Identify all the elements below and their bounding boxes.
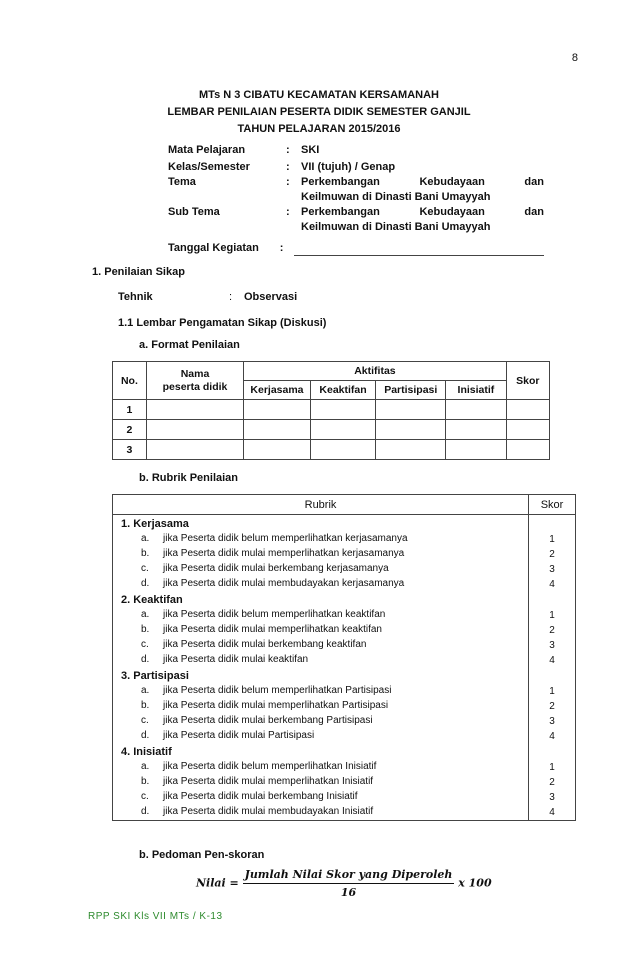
criterion-item: [113, 698, 528, 713]
table-row: [113, 400, 550, 420]
col-nama-line1: Nama: [180, 367, 210, 380]
item-text: jika Peserta didik mulai memperlihatkan Partisipasi: [163, 700, 389, 711]
subtema-word: Perkembangan: [301, 206, 380, 218]
item-text: jika Peserta didik mulai memperlihatkan keaktifan: [163, 624, 382, 635]
formula-rhs: x 100: [458, 876, 492, 890]
criterion-item: [113, 728, 528, 743]
item-letter: b.: [141, 624, 150, 635]
item-score: 3: [549, 715, 555, 727]
item-text: jika Peserta didik mulai berkembang Partisipasi: [163, 715, 373, 726]
item-letter: d.: [141, 806, 150, 817]
criterion-item: [113, 804, 528, 819]
info-colon: :: [286, 206, 290, 218]
item-score: 3: [549, 791, 555, 803]
subsection-title: 1.1 Lembar Pengamatan Sikap (Diskusi): [118, 317, 327, 329]
score-formula: [196, 868, 492, 899]
cell-kerjasama[interactable]: [244, 420, 311, 440]
info-row-kelas: [168, 160, 544, 175]
info-row-mapel: [168, 143, 544, 158]
formula-denominator: 16: [340, 886, 357, 899]
item-text: jika Peserta didik mulai berkembang keaktifan: [163, 639, 367, 650]
table-row: [113, 440, 550, 460]
rubrik-title: b. Rubrik Penilaian: [139, 472, 239, 484]
info-colon: :: [286, 161, 290, 173]
item-score: 4: [549, 654, 555, 666]
item-letter: b.: [141, 700, 150, 711]
subtema-word: dan: [524, 206, 544, 218]
footer-text: RPP SKI Kls VII MTs / K-13: [88, 911, 223, 922]
item-letter: a.: [141, 685, 150, 696]
info-row-tanggal: [168, 241, 544, 256]
item-text: jika Peserta didik mulai memperlihatkan kerjasamanya: [163, 548, 405, 559]
subtema-line-1: [301, 205, 544, 220]
criterion-item: [113, 637, 528, 652]
tema-word: Kebudayaan: [419, 176, 485, 188]
item-letter: d.: [141, 654, 150, 665]
item-score: 3: [549, 563, 555, 575]
item-letter: d.: [141, 730, 150, 741]
cell-partisipasi[interactable]: [376, 420, 446, 440]
info-colon: :: [286, 144, 290, 156]
item-letter: a.: [141, 533, 150, 544]
cell-nama[interactable]: [146, 440, 243, 460]
rubric-table: [112, 494, 576, 821]
criterion-item: [113, 607, 528, 622]
cell-keaktifan[interactable]: [310, 400, 376, 420]
col-inisiatif: Inisiatif: [446, 381, 507, 400]
tema-line-1: [301, 175, 544, 190]
col-rubrik: Rubrik: [113, 495, 529, 515]
item-score: 3: [549, 639, 555, 651]
info-row-tema: [168, 175, 544, 205]
criterion-item: [113, 652, 528, 667]
criterion-item: [113, 561, 528, 576]
item-score: 2: [549, 624, 555, 636]
tema-word: Perkembangan: [301, 176, 380, 188]
cell-kerjasama[interactable]: [244, 400, 311, 420]
info-row-subtema: [168, 205, 544, 235]
info-label: Tema: [168, 176, 196, 188]
criterion-item: [113, 531, 528, 546]
teknik-colon: :: [229, 291, 233, 303]
col-partisipasi: Partisipasi: [376, 381, 446, 400]
cell-skor[interactable]: [506, 440, 549, 460]
row-number: 1: [113, 400, 147, 420]
cell-inisiatif[interactable]: [446, 440, 507, 460]
tema-word: dan: [524, 176, 544, 188]
col-no: No.: [113, 362, 147, 400]
sheet-title: LEMBAR PENILAIAN PESERTA DIDIK SEMESTER GANJIL: [167, 106, 471, 118]
item-text: jika Peserta didik mulai membudayakan Inisiatif: [163, 806, 374, 817]
col-skor: Skor: [506, 362, 549, 400]
item-letter: c.: [141, 563, 149, 574]
item-letter: c.: [141, 791, 149, 802]
criterion-item: [113, 713, 528, 728]
school-title: MTs N 3 CIBATU KECAMATAN KERSAMANAH: [199, 89, 439, 101]
academic-year: TAHUN PELAJARAN 2015/2016: [237, 123, 401, 135]
item-text: jika Peserta didik belum memperlihatkan keaktifan: [163, 609, 386, 620]
subtema-line-2: Keilmuwan di Dinasti Bani Umayyah: [301, 221, 491, 233]
row-number: 2: [113, 420, 147, 440]
item-text: jika Peserta didik belum memperlihatkan kerjasamanya: [163, 533, 408, 544]
item-score: 4: [549, 578, 555, 590]
item-score: 1: [549, 609, 555, 621]
info-colon: :: [286, 176, 290, 188]
info-value: [301, 175, 544, 205]
table-row: [113, 420, 550, 440]
rubric-criteria: [113, 515, 529, 821]
cell-inisiatif[interactable]: [446, 400, 507, 420]
col-kerjasama: Kerjasama: [244, 381, 311, 400]
info-label: Sub Tema: [168, 206, 220, 218]
teknik-value: Observasi: [244, 291, 298, 303]
teknik-label: Tehnik: [118, 291, 153, 303]
item-text: jika Peserta didik mulai keaktifan: [163, 654, 309, 665]
page-number: 8: [571, 52, 578, 64]
criterion-item: [113, 683, 528, 698]
item-letter: d.: [141, 578, 150, 589]
criterion-title: 2. Keaktifan: [121, 594, 183, 606]
col-skor: Skor: [529, 495, 576, 515]
col-keaktifan: Keaktifan: [310, 381, 376, 400]
info-value: [301, 205, 544, 235]
criterion-title: 1. Kerjasama: [121, 518, 189, 530]
info-label: Kelas/Semester: [168, 161, 250, 173]
cell-nama[interactable]: [146, 420, 243, 440]
criterion-title: 3. Partisipasi: [121, 670, 189, 682]
criterion-item: [113, 789, 528, 804]
info-value: SKI: [301, 144, 320, 156]
item-score: 1: [549, 533, 555, 545]
formula-lhs: Nilai =: [196, 876, 239, 890]
criterion-item: [113, 622, 528, 637]
col-nama-line2: peserta didik: [162, 380, 228, 393]
item-score: 4: [549, 806, 555, 818]
cell-nama[interactable]: [146, 400, 243, 420]
item-text: jika Peserta didik belum memperlihatkan Inisiatif: [163, 761, 377, 772]
pedoman-title: b. Pedoman Pen-skoran: [139, 849, 265, 861]
col-aktifitas: Aktifitas: [244, 362, 507, 381]
cell-kerjasama[interactable]: [244, 440, 311, 460]
criterion-item: [113, 774, 528, 789]
section-title: 1. Penilaian Sikap: [92, 266, 185, 278]
formula-fraction: [243, 868, 455, 899]
item-score: 2: [549, 700, 555, 712]
info-label: Mata Pelajaran: [168, 144, 246, 156]
item-score: 2: [549, 548, 555, 560]
cell-partisipasi[interactable]: [376, 400, 446, 420]
info-value: VII (tujuh) / Genap: [301, 161, 396, 173]
criterion-title: 4. Inisiatif: [121, 746, 172, 758]
rubric-scores: [529, 515, 576, 821]
item-text: jika Peserta didik belum memperlihatkan Partisipasi: [163, 685, 392, 696]
item-letter: b.: [141, 548, 150, 559]
criterion-item: [113, 546, 528, 561]
info-block: [168, 143, 544, 256]
criterion-item: [113, 576, 528, 591]
item-text: jika Peserta didik mulai berkembang Inisiatif: [163, 791, 358, 802]
criterion-item: [113, 759, 528, 774]
row-number: 3: [113, 440, 147, 460]
item-score: 4: [549, 730, 555, 742]
observation-table: [112, 361, 550, 460]
item-letter: a.: [141, 609, 150, 620]
cell-skor[interactable]: [506, 420, 549, 440]
item-letter: b.: [141, 776, 150, 787]
cell-partisipasi[interactable]: [376, 440, 446, 460]
item-text: jika Peserta didik mulai Partisipasi: [163, 730, 315, 741]
item-letter: c.: [141, 715, 149, 726]
item-score: 2: [549, 776, 555, 788]
cell-skor[interactable]: [506, 400, 549, 420]
info-colon: :: [279, 242, 284, 254]
subtema-word: Kebudayaan: [419, 206, 485, 218]
item-text: jika Peserta didik mulai memperlihatkan Inisiatif: [163, 776, 374, 787]
formula-numerator: Jumlah Nilai Skor yang Diperoleh: [243, 868, 455, 884]
cell-keaktifan[interactable]: [310, 440, 376, 460]
format-title: a. Format Penilaian: [139, 339, 240, 351]
item-letter: c.: [141, 639, 149, 650]
item-text: jika Peserta didik mulai membudayakan kerjasamanya: [163, 578, 405, 589]
cell-keaktifan[interactable]: [310, 420, 376, 440]
col-nama: [146, 362, 243, 400]
tanggal-blank-line[interactable]: [294, 241, 544, 256]
item-score: 1: [549, 685, 555, 697]
item-letter: a.: [141, 761, 150, 772]
item-text: jika Peserta didik mulai berkembang kerjasamanya: [163, 563, 389, 574]
info-label: Tanggal Kegiatan: [168, 242, 259, 254]
item-score: 1: [549, 761, 555, 773]
cell-inisiatif[interactable]: [446, 420, 507, 440]
tema-line-2: Keilmuwan di Dinasti Bani Umayyah: [301, 191, 491, 203]
